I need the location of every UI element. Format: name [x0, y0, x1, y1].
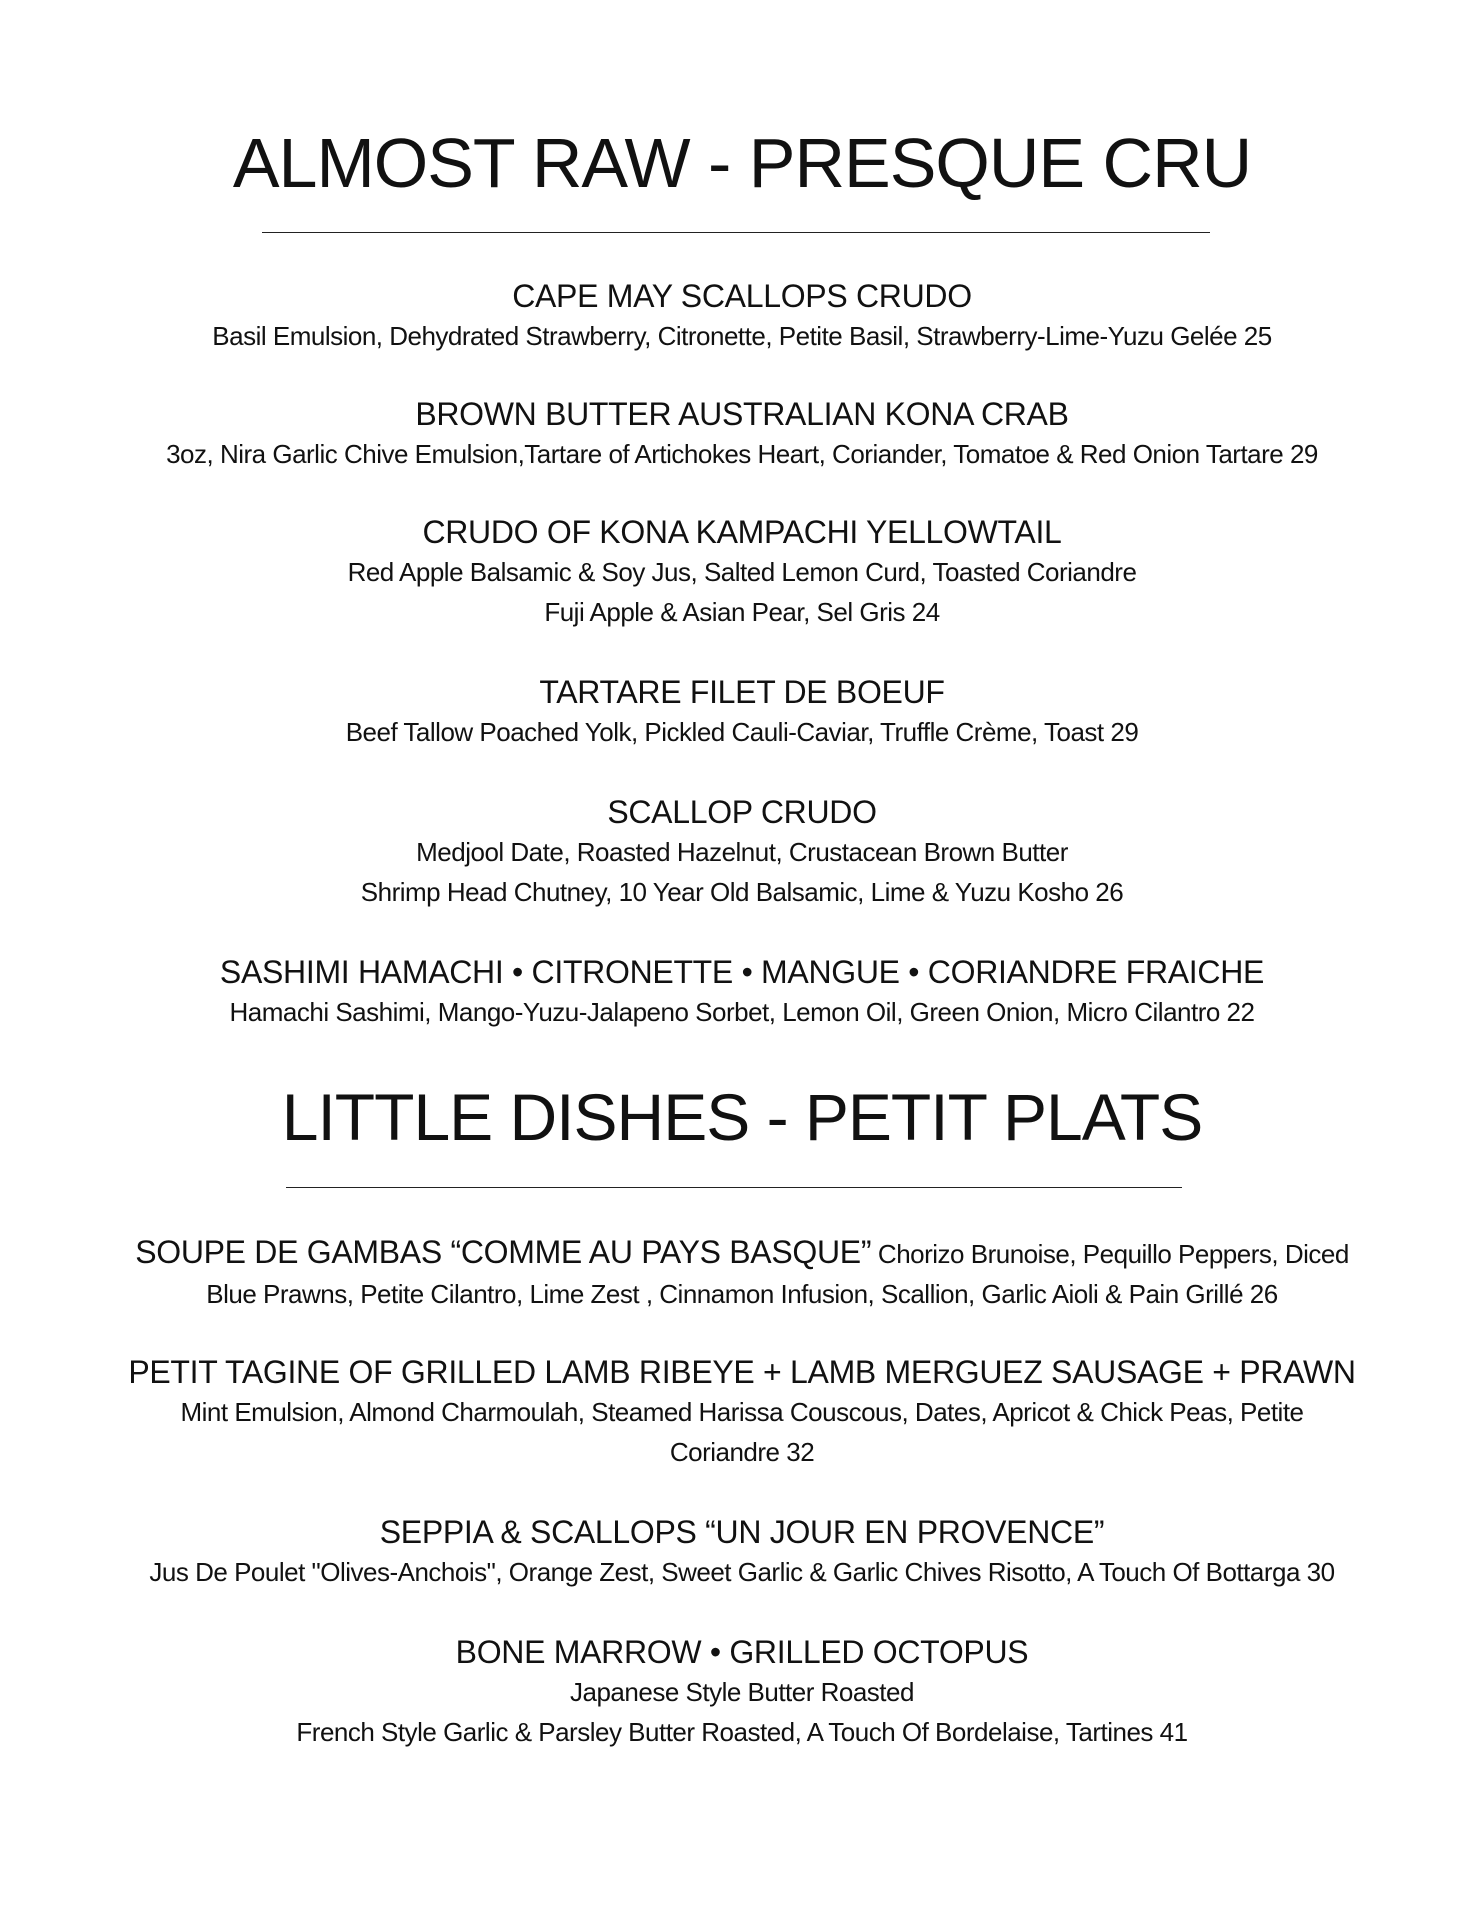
item-description: [40, 832, 1444, 912]
menu-item: [40, 792, 1444, 912]
item-description-line: Jus De Poulet "Olives-Anchois", Orange Zest, Sweet Garlic & Garlic Chives Risotto, A Touch Of Bottarga 30: [149, 1557, 1335, 1587]
item-name: CRUDO OF KONA KAMPACHI YELLOWTAIL: [422, 514, 1062, 550]
item-description-line: 3oz, Nira Garlic Chive Emulsion,Tartare of Artichokes Heart, Coriander, Tomatoe & Red Onion Tartare 29: [166, 439, 1318, 469]
item-description-line: French Style Garlic & Parsley Butter Roasted, A Touch Of Bordelaise, Tartines 41: [296, 1717, 1188, 1747]
menu-item: [40, 672, 1444, 752]
item-name: SEPPIA & SCALLOPS “UN JOUR EN PROVENCE”: [379, 1514, 1105, 1550]
item-description: [40, 1552, 1444, 1592]
item-description-text: Chorizo Brunoise, Pequillo Peppers, Diced: [871, 1239, 1349, 1269]
menu-item: [40, 512, 1444, 632]
section-divider: [262, 232, 1210, 233]
item-name: SASHIMI HAMACHI • CITRONETTE • MANGUE • CORIANDRE FRAICHE: [219, 954, 1265, 990]
item-description-line: Medjool Date, Roasted Hazelnut, Crustacean Brown Butter: [416, 837, 1068, 867]
item-name: BROWN BUTTER AUSTRALIAN KONA CRAB: [415, 396, 1069, 432]
menu-item: [40, 1232, 1444, 1314]
section-title-little-dishes: LITTLE DISHES - PETIT PLATS: [281, 1080, 1203, 1154]
item-description: [40, 1392, 1444, 1472]
item-first-line: [40, 1232, 1444, 1274]
menu-item: [40, 276, 1444, 356]
menu-item: [40, 1352, 1444, 1472]
item-description-line: Japanese Style Butter Roasted: [570, 1677, 914, 1707]
item-description-line: Shrimp Head Chutney, 10 Year Old Balsamic, Lime & Yuzu Kosho 26: [360, 877, 1124, 907]
item-description-line: Hamachi Sashimi, Mango-Yuzu-Jalapeno Sorbet, Lemon Oil, Green Onion, Micro Cilantro 22: [229, 997, 1255, 1027]
item-name: SOUPE DE GAMBAS “COMME AU PAYS BASQUE”: [135, 1234, 872, 1270]
item-description: [40, 1672, 1444, 1752]
section-title-almost-raw: ALMOST RAW - PRESQUE CRU: [232, 124, 1252, 202]
menu-item: [40, 952, 1444, 1032]
section-divider: [286, 1187, 1182, 1188]
item-description-line: Basil Emulsion, Dehydrated Strawberry, Citronette, Petite Basil, Strawberry-Lime-Yuzu Gelée 25: [212, 321, 1272, 351]
item-description-line: Red Apple Balsamic & Soy Jus, Salted Lemon Curd, Toasted Coriandre: [347, 557, 1137, 587]
item-description: [40, 1232, 1444, 1314]
item-name: SCALLOP CRUDO: [607, 794, 877, 830]
menu-item: [40, 1512, 1444, 1592]
item-name: CAPE MAY SCALLOPS CRUDO: [512, 278, 972, 314]
item-name: BONE MARROW • GRILLED OCTOPUS: [455, 1634, 1029, 1670]
menu-item: [40, 394, 1444, 474]
item-description-line: Mint Emulsion, Almond Charmoulah, Steamed Harissa Couscous, Dates, Apricot & Chick Peas, Petite: [180, 1397, 1304, 1427]
item-description: [40, 316, 1444, 356]
item-description: [40, 434, 1444, 474]
menu-item: [40, 1632, 1444, 1752]
item-description-line: Beef Tallow Poached Yolk, Pickled Cauli-Caviar, Truffle Crème, Toast 29: [345, 717, 1139, 747]
item-description-line: Fuji Apple & Asian Pear, Sel Gris 24: [544, 597, 940, 627]
item-description-line: Blue Prawns, Petite Cilantro, Lime Zest , Cinnamon Infusion, Scallion, Garlic Aioli & Pain Grillé 26: [206, 1279, 1278, 1309]
item-description: [40, 992, 1444, 1032]
item-description: [40, 552, 1444, 632]
item-name: PETIT TAGINE OF GRILLED LAMB RIBEYE + LAMB MERGUEZ SAUSAGE + PRAWN: [128, 1354, 1356, 1390]
item-name: TARTARE FILET DE BOEUF: [539, 674, 945, 710]
item-description-line: Coriandre 32: [669, 1437, 815, 1467]
item-description: [40, 712, 1444, 752]
